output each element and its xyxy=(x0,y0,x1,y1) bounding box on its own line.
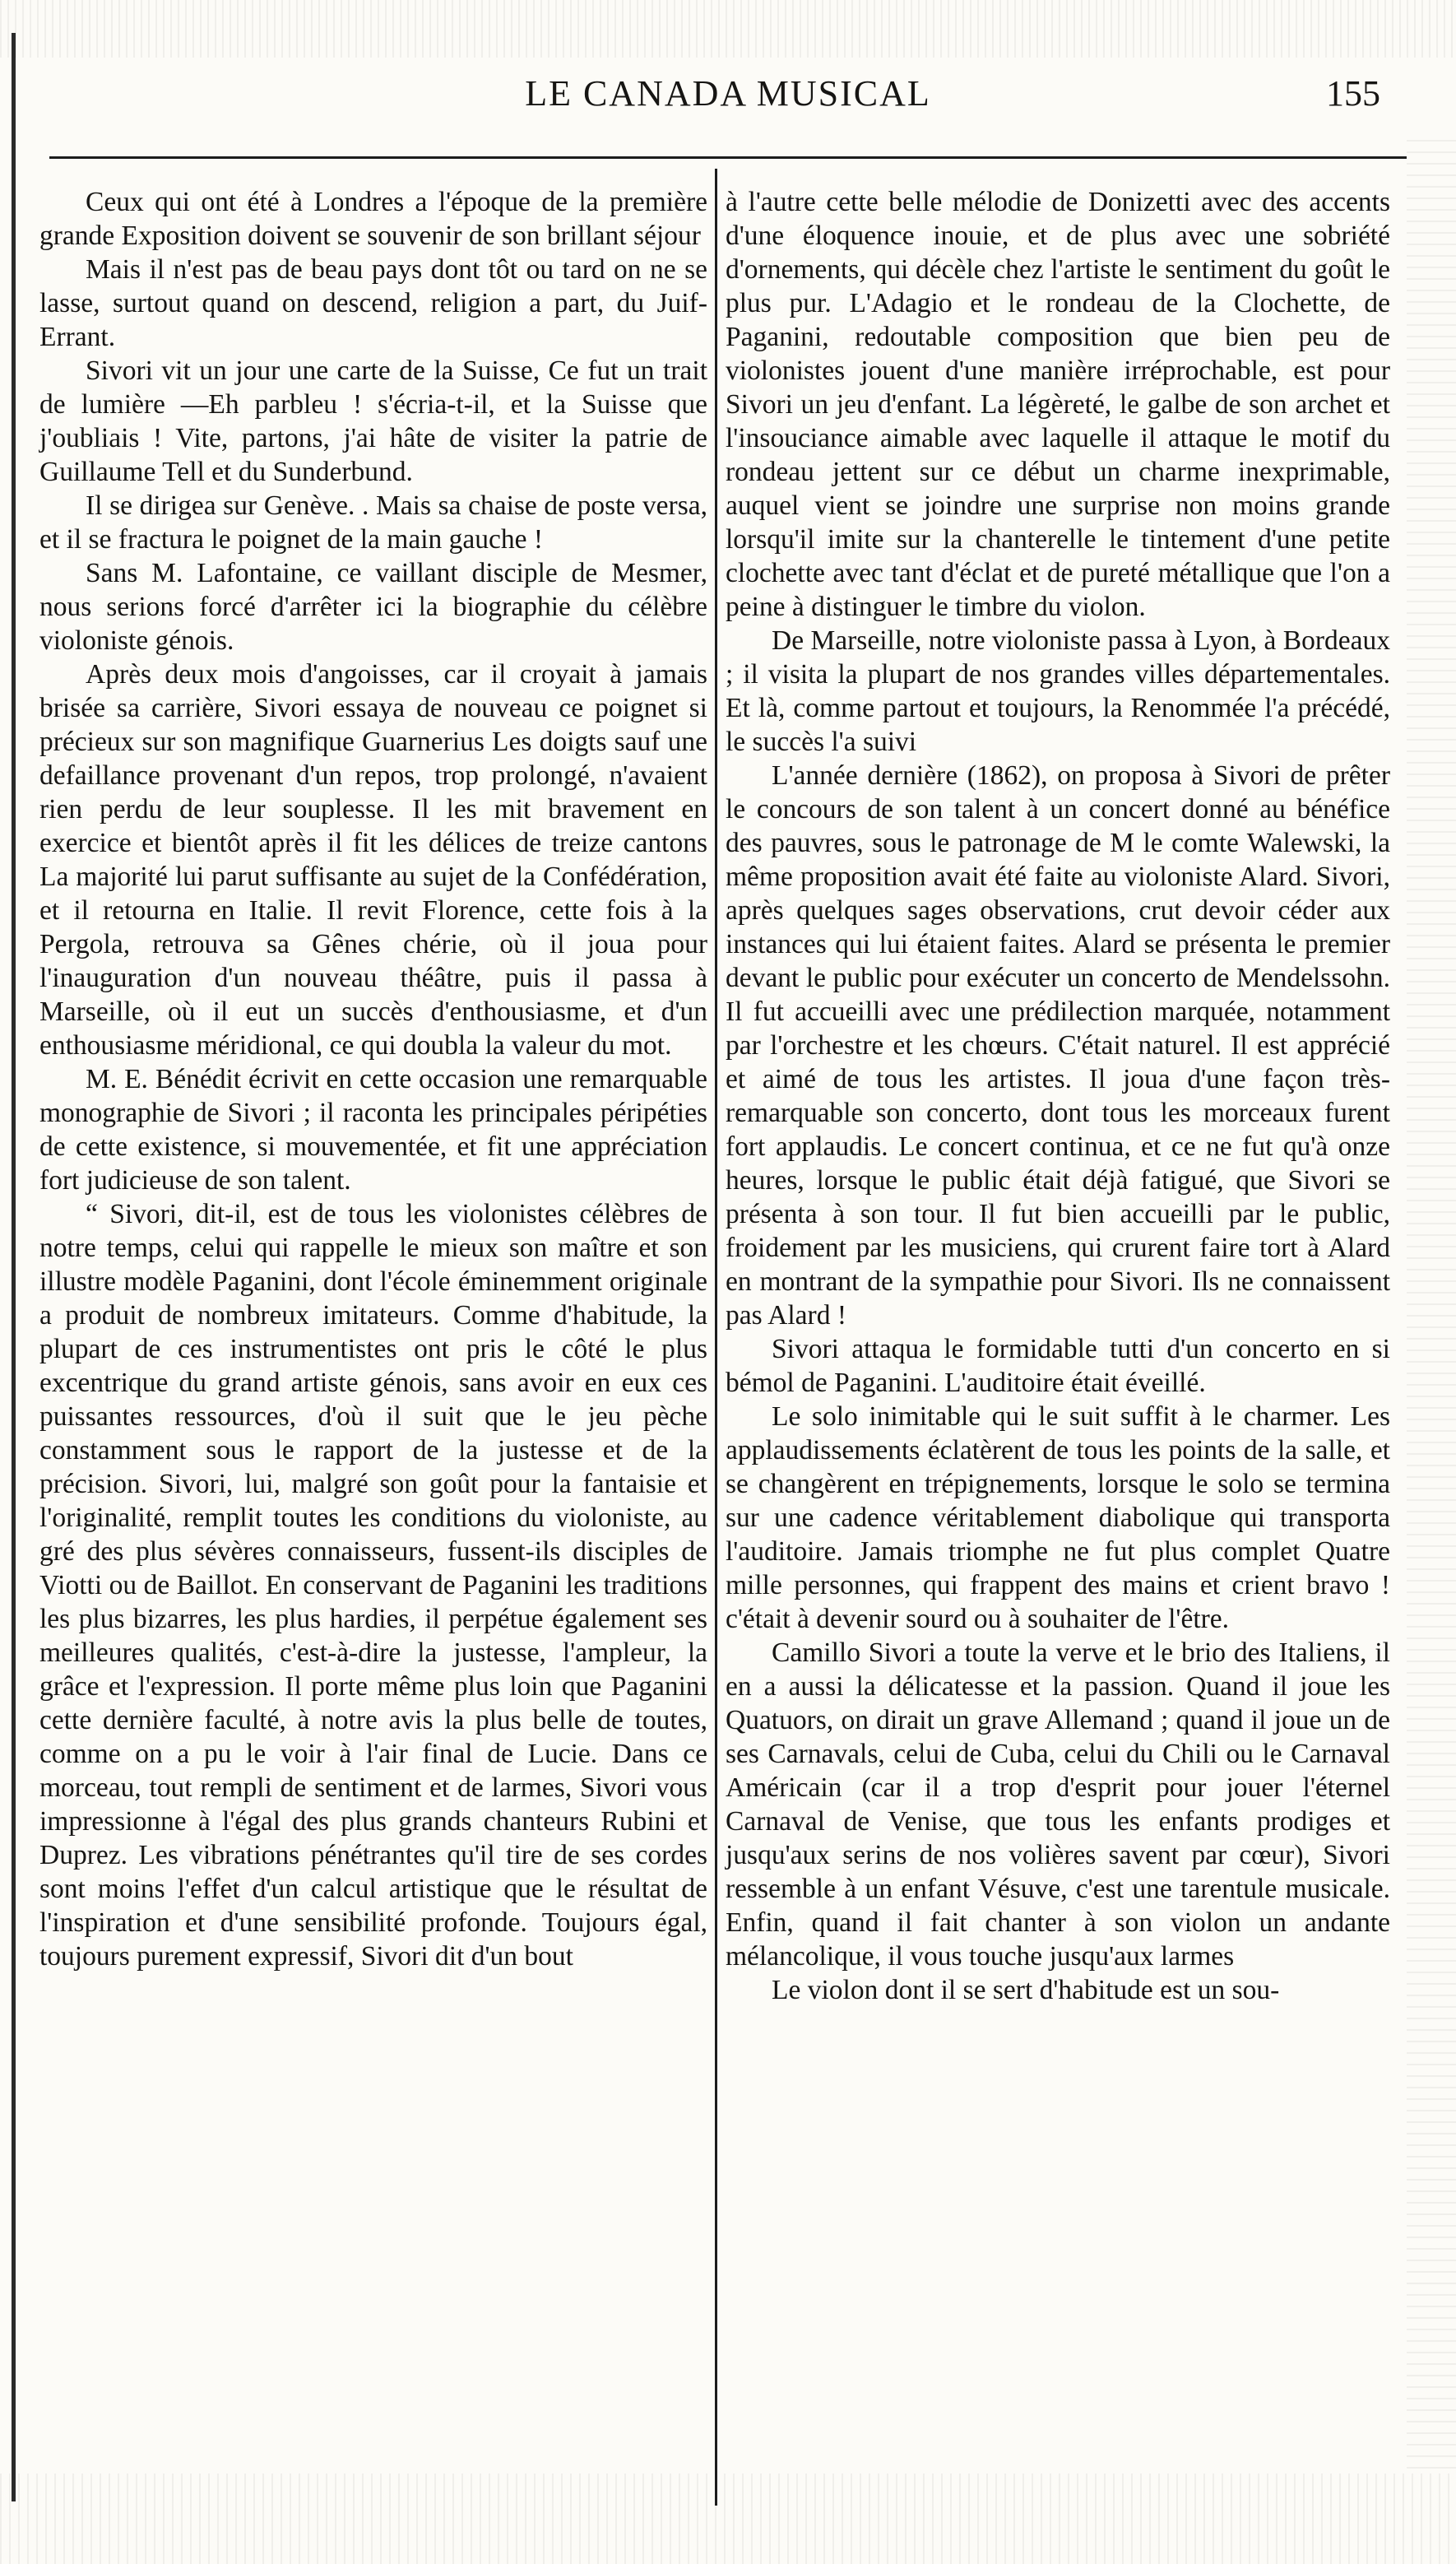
paragraph: Camillo Sivori a toute la verve et le brio des Italiens, il en a aussi la délicatesse et la passion. Quand il joue les Quatuors, on dirait un grave Allemand ; quand il joue un de ses Carnavals, celui de Cuba, celui du Chili ou le Carnaval Américain (car il a trop d'esprit pour jouer l'éternel Carnaval de Venise, que tous les enfants prodiges et jusqu'aux serins de nos volières savent par cœur), Sivori ressemble à un enfant Vésuve, c'est une tarentule musicale. Enfin, quand il fait chanter à son violon un andante mélancolique, il vous touche jusqu'aux larmes xyxy=(726,1637,1390,1972)
left-column xyxy=(39,185,707,1973)
paragraph: M. E. Bénédit écrivit en cette occasion une remarquable monographie de Sivori ; il raconta les principales péripéties de cette existence, si mouvementée, et fit une appréciation fort judicieuse de son talent. xyxy=(39,1064,707,1196)
paragraph: “ Sivori, dit-il, est de tous les violonistes célèbres de notre temps, celui qui rappelle le mieux son maître et son illustre modèle Paganini, dont l'école éminemment originale a produit de nombreux imitateurs. Comme d'habitude, la plupart de ces instrumentistes ont pris le côté le plus excentrique du grand artiste génois, sans avoir en eux ces puissantes ressources, d'où il suit que le jeu pèche constamment sous le rapport de la justesse et de la précision. Sivori, lui, malgré son goût pour la fantaisie et l'originalité, remplit toutes les conditions du violoniste, au gré des plus sévères connaisseurs, fussent-ils disciples de Viotti ou de Baillot. En conservant de Paganini les traditions les plus bizarres, les plus hardies, il perpétue également ses meilleures qualités, c'est-à-dire la justesse, l'ampleur, la grâce et l'expression. Il porte même plus loin que Paganini cette dernière faculté, à notre avis la plus belle de toutes, comme on a pu le voir à l'air final de Lucie. Dans ce morceau, tout rempli de sentiment et de larmes, Sivori vous impressionne à l'égal des plus grands chanteurs Rubini et Duprez. Les vibrations pénétrantes qu'il tire de ses cordes sont moins l'effet d'un calcul artistique que le résultat de l'inspiration et d'une sensibilité profonde. Toujours égal, toujours purement expressif, Sivori dit d'un bout xyxy=(39,1199,707,1972)
paragraph: à l'autre cette belle mélodie de Donizetti avec des accents d'une éloquence inouie, et de plus avec une sobriété d'ornements, qui décèle chez l'artiste le sentiment du goût le plus pur. L'Adagio et le rondeau de la Clochette, de Paganini, redoutable composition que bien peu de violonistes jouent d'une manière irréprochable, est pour Sivori un jeu d'enfant. La légèreté, le galbe de son archet et l'insouciance aimable avec laquelle il attaque le motif du rondeau jettent sur ce début un charme inexprimable, auquel vient se joindre une surprise non moins grande lorsqu'il imite sur la chanterelle le tintement d'une petite clochette avec tant d'éclat et de pureté métallique que l'on a peine à distinguer le timbre du violon. xyxy=(726,187,1390,622)
page-header xyxy=(0,72,1456,122)
paragraph: Le solo inimitable qui le suit suffit à le charmer. Les applaudissements éclatèrent de tous les points de la salle, et se changèrent en trépignements, lorsque le solo se termina sur une cadence véritablement diabolique qui transporta l'auditoire. Jamais triomphe ne fut plus complet Quatre mille personnes, qui frappent des mains et crient bravo ! c'était à devenir sourd ou à souhaiter de l'être. xyxy=(726,1401,1390,1634)
column-divider xyxy=(715,169,717,2506)
paragraph: Il se dirigea sur Genève. . Mais sa chaise de poste versa, et il se fractura le poignet de la main gauche ! xyxy=(39,490,707,555)
publication-title: LE CANADA MUSICAL xyxy=(525,73,931,114)
header-rule xyxy=(49,156,1407,159)
scan-noise-right xyxy=(1407,132,1456,2469)
paragraph: Sivori vit un jour une carte de la Suisse, Ce fut un trait de lumière —Eh parbleu ! s'écria-t-il, et la Suisse que j'oubliais ! Vite, partons, j'ai hâte de visiter la patrie de Guillaume Tell et du Sunderbund. xyxy=(39,355,707,487)
scan-noise-bottom xyxy=(0,2473,1456,2564)
paragraph: Sivori attaqua le formidable tutti d'un concerto en si bémol de Paganini. L'auditoire était éveillé. xyxy=(726,1334,1390,1398)
paragraph: Ceux qui ont été à Londres a l'époque de la première grande Exposition doivent se souvenir de son brillant séjour xyxy=(39,187,707,251)
paragraph: L'année dernière (1862), on proposa à Sivori de prêter le concours de son talent à un concert donné au bénéfice des pauvres, sous le patronage de M le comte Walewski, la même proposition avait été faite au violoniste Alard. Sivori, après quelques sages observations, crut devoir céder aux instances qui lui étaient faites. Alard se présenta le premier devant le public pour exécuter un concerto de Mendelssohn. Il fut accueilli avec une prédilection marquée, notamment par l'orchestre et les chœurs. C'était naturel. Il est apprécié et aimé de tous les artistes. Il joua d'une façon très-remarquable son concerto, dont tous les morceaux furent fort applaudis. Le concert continua, et ce ne fut qu'à onze heures, lorsque le public était déjà fatigué, que Sivori se présenta à son tour. Il fut bien accueilli par le public, froidement par les musiciens, qui crurent faire tort à Alard en montrant de la sympathie pour Sivori. Ils ne connaissent pas Alard ! xyxy=(726,760,1390,1331)
scan-noise-top xyxy=(0,0,1456,58)
page-number: 155 xyxy=(1326,73,1380,114)
paragraph: Mais il n'est pas de beau pays dont tôt ou tard on ne se lasse, surtout quand on descend, religion a part, du Juif-Errant. xyxy=(39,254,707,352)
paragraph: De Marseille, notre violoniste passa à Lyon, à Bordeaux ; il visita la plupart de nos grandes villes départementales. Et là, comme partout et toujours, la Renommée l'a précédé, le succès l'a suivi xyxy=(726,625,1390,757)
paragraph: Le violon dont il se sert d'habitude est un sou- xyxy=(772,1975,1280,2005)
paragraph: Sans M. Lafontaine, ce vaillant disciple de Mesmer, nous serions forcé d'arrêter ici la biographie du célèbre violoniste génois. xyxy=(39,558,707,656)
left-frame-rule xyxy=(12,33,16,2501)
right-column xyxy=(726,185,1390,2007)
paragraph: Après deux mois d'angoisses, car il croyait à jamais brisée sa carrière, Sivori essaya de nouveau ce poignet si précieux sur son magnifique Guarnerius Les doigts sauf une defaillance provenant d'un repos, trop prolongé, n'avaient rien perdu de leur souplesse. Il les mit bravement en exercice et bientôt après il fit les délices de treize cantons La majorité lui parut suffisante au sujet de la Confédération, et il retourna en Italie. Il revit Florence, cette fois à la Pergola, retrouva sa Gênes chérie, où il joua pour l'inauguration d'un nouveau théâtre, puis il passa à Marseille, où il eut un succès d'enthousiasme, et d'un enthousiasme méridional, ce qui doubla la valeur du mot. xyxy=(39,659,707,1061)
